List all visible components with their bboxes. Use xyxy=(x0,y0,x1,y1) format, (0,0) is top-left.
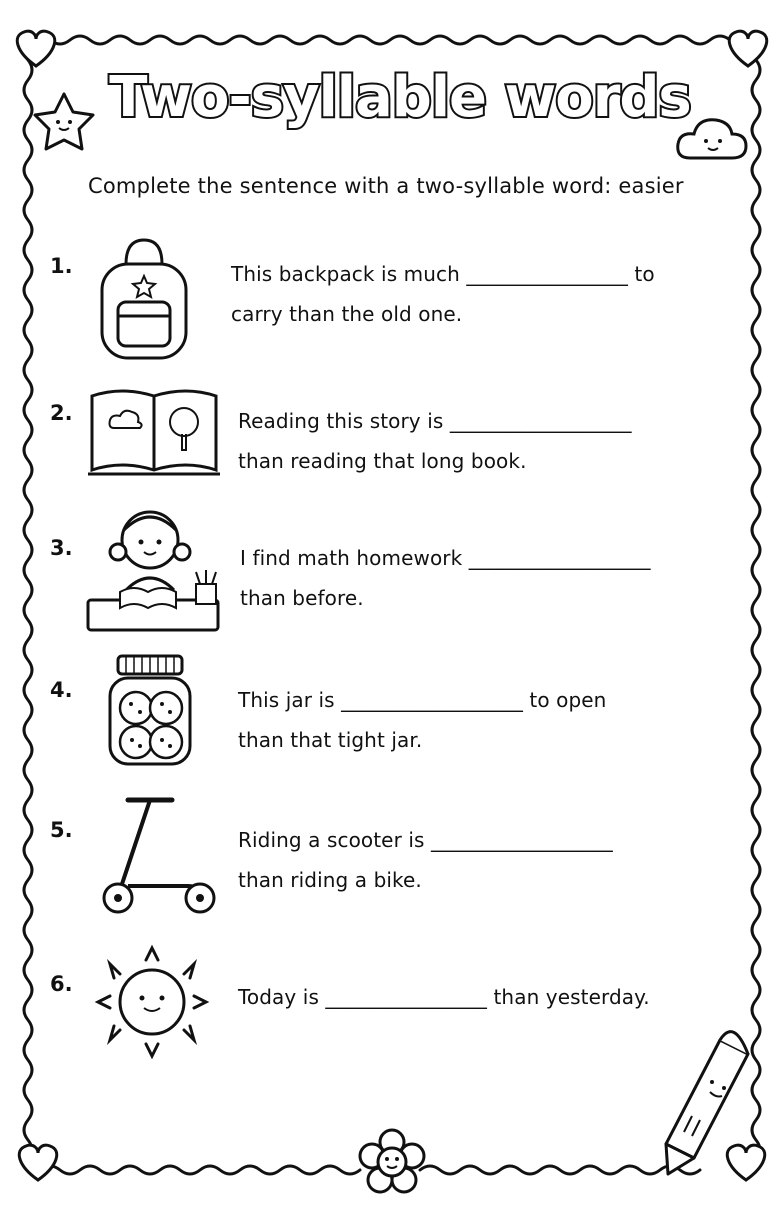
question-number: 4. xyxy=(50,678,73,702)
scooter-icon xyxy=(100,794,220,916)
question-number: 1. xyxy=(50,254,73,278)
cookie-jar-icon xyxy=(106,652,194,768)
smiling-star-icon xyxy=(35,94,93,149)
question-number: 2. xyxy=(50,401,73,425)
question-text-line: This backpack is much ________________ to xyxy=(231,262,655,286)
open-book-icon xyxy=(84,388,224,480)
smiling-flower-icon xyxy=(360,1130,424,1192)
question-number: 5. xyxy=(50,818,73,842)
question-text-line: I find math homework __________________ xyxy=(240,546,651,570)
question-number: 3. xyxy=(50,536,73,560)
backpack-icon xyxy=(96,236,192,362)
question-text-line: than reading that long book. xyxy=(238,449,527,473)
question-text-line: than riding a bike. xyxy=(238,868,422,892)
question-text-line: carry than the old one. xyxy=(231,302,463,326)
question-text-line: Today is ________________ than yesterday. xyxy=(238,985,650,1009)
question-text-line: Riding a scooter is __________________ xyxy=(238,828,613,852)
page-title-text: Two-syllable words xyxy=(109,65,691,130)
question-text-line: Reading this story is __________________ xyxy=(238,409,632,433)
question-text-line: This jar is __________________ to open xyxy=(238,688,607,712)
question-text-line: than that tight jar. xyxy=(238,728,423,752)
girl-studying-icon xyxy=(84,500,224,634)
heart-icon xyxy=(729,31,767,66)
heart-icon xyxy=(17,31,55,66)
heart-icon xyxy=(727,1145,765,1180)
question-number: 6. xyxy=(50,972,73,996)
question-text-line: than before. xyxy=(240,586,364,610)
instructions: Complete the sentence with a two-syllable word: easier xyxy=(88,174,684,198)
page-title xyxy=(100,58,700,138)
sun-icon xyxy=(92,942,212,1062)
heart-icon xyxy=(19,1145,57,1180)
